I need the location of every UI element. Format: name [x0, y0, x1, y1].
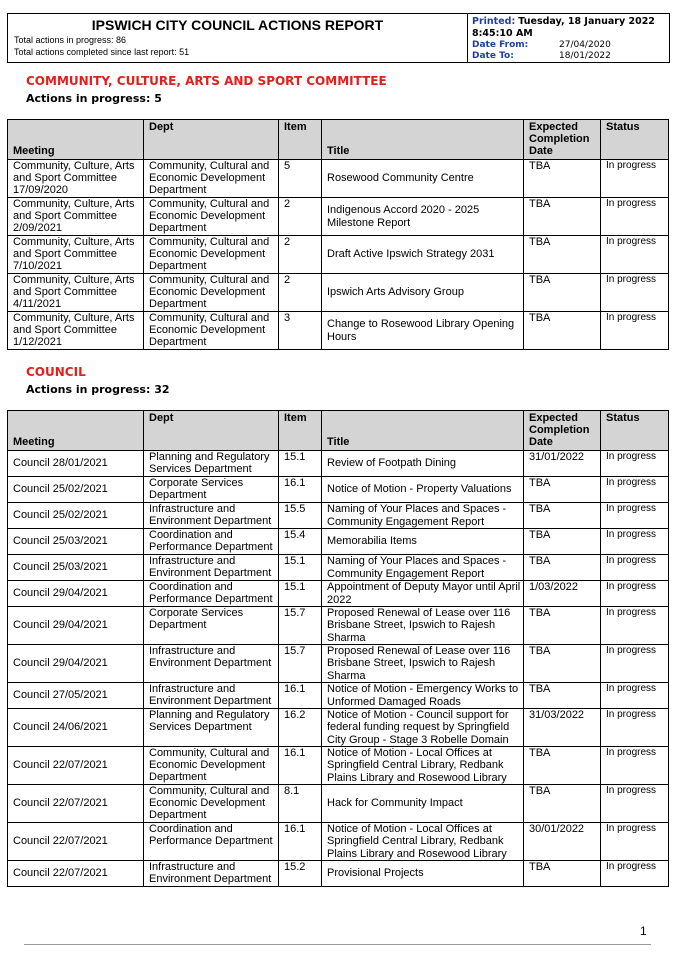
cell-meeting: Council 25/02/2021 — [8, 503, 144, 529]
cell-title: Appointment of Deputy Mayor until April 2022 — [322, 581, 524, 607]
cell-dept: Community, Cultural and Economic Development Department — [144, 198, 279, 236]
cell-item: 3 — [279, 312, 322, 350]
cell-status: In progress — [601, 477, 669, 503]
cell-item: 8.1 — [279, 785, 322, 823]
cell-status: In progress — [601, 198, 669, 236]
printed-time: 8:45:10 AM — [472, 28, 533, 39]
cell-expected-date: TBA — [524, 503, 601, 529]
cell-title: Indigenous Accord 2020 - 2025 Milestone Report — [322, 198, 524, 236]
cell-expected-date: TBA — [524, 477, 601, 503]
cell-title: Naming of Your Places and Spaces - Community Engagement Report — [322, 555, 524, 581]
cell-meeting: Council 28/01/2021 — [8, 451, 144, 477]
cell-dept: Infrastructure and Environment Department — [144, 555, 279, 581]
cell-status: In progress — [601, 683, 669, 709]
cell-dept: Planning and Regulatory Services Department — [144, 709, 279, 747]
cell-expected-date: TBA — [524, 198, 601, 236]
cell-item: 16.1 — [279, 823, 322, 861]
report-header-right — [467, 14, 670, 62]
date-to-value: 18/01/2022 — [559, 51, 611, 61]
table-row — [8, 451, 669, 477]
total-in-progress: Total actions in progress: 86 — [14, 35, 127, 45]
table-row — [8, 529, 669, 555]
table-row — [8, 709, 669, 747]
cell-status: In progress — [601, 503, 669, 529]
cell-meeting: Community, Culture, Arts and Sport Committee 2/09/2021 — [8, 198, 144, 236]
footer-divider — [24, 944, 651, 945]
cell-item: 15.7 — [279, 645, 322, 683]
table-row — [8, 198, 669, 236]
cell-dept: Community, Cultural and Economic Development Department — [144, 747, 279, 785]
table-row — [8, 477, 669, 503]
cell-item: 2 — [279, 274, 322, 312]
cell-meeting: Community, Culture, Arts and Sport Committee 7/10/2021 — [8, 236, 144, 274]
cell-status: In progress — [601, 785, 669, 823]
cell-title: Review of Footpath Dining — [322, 451, 524, 477]
table-row — [8, 312, 669, 350]
cell-dept: Infrastructure and Environment Department — [144, 503, 279, 529]
cell-dept: Corporate Services Department — [144, 607, 279, 645]
cell-meeting: Community, Culture, Arts and Sport Committee 4/11/2021 — [8, 274, 144, 312]
cell-title: Proposed Renewal of Lease over 116 Brisbane Street, Ipswich to Rajesh Sharma — [322, 645, 524, 683]
cell-dept: Corporate Services Department — [144, 477, 279, 503]
cell-dept: Community, Cultural and Economic Development Department — [144, 236, 279, 274]
cell-status: In progress — [601, 747, 669, 785]
cell-dept: Coordination and Performance Department — [144, 581, 279, 607]
cell-dept: Coordination and Performance Department — [144, 823, 279, 861]
cell-dept: Planning and Regulatory Services Department — [144, 451, 279, 477]
section-title: COUNCIL — [26, 365, 86, 379]
col-header-item: Item — [279, 411, 322, 451]
cell-status: In progress — [601, 236, 669, 274]
cell-meeting: Council 25/03/2021 — [8, 555, 144, 581]
col-header-meeting: Meeting — [8, 411, 144, 451]
cell-item: 16.1 — [279, 747, 322, 785]
cell-title: Change to Rosewood Library Opening Hours — [322, 312, 524, 350]
cell-meeting: Community, Culture, Arts and Sport Committee 1/12/2021 — [8, 312, 144, 350]
cell-expected-date: TBA — [524, 607, 601, 645]
cell-expected-date: 1/03/2022 — [524, 581, 601, 607]
cell-meeting: Council 29/04/2021 — [8, 581, 144, 607]
cell-expected-date: TBA — [524, 645, 601, 683]
cell-status: In progress — [601, 607, 669, 645]
cell-status: In progress — [601, 709, 669, 747]
cell-dept: Infrastructure and Environment Department — [144, 645, 279, 683]
cell-status: In progress — [601, 451, 669, 477]
col-header-meeting: Meeting — [8, 120, 144, 160]
cell-meeting: Community, Culture, Arts and Sport Committee 17/09/2020 — [8, 160, 144, 198]
cell-meeting: Council 25/02/2021 — [8, 477, 144, 503]
cell-title: Naming of Your Places and Spaces - Community Engagement Report — [322, 503, 524, 529]
table-row — [8, 645, 669, 683]
cell-dept: Community, Cultural and Economic Development Department — [144, 160, 279, 198]
table-row — [8, 581, 669, 607]
cell-status: In progress — [601, 861, 669, 887]
date-to-label: Date To: — [472, 51, 514, 61]
table-row — [8, 236, 669, 274]
cell-title: Notice of Motion - Council support for federal funding request by Springfield City Group - Stage 3 Robelle Domain — [322, 709, 524, 747]
cell-title: Notice of Motion - Local Offices at Springfield Central Library, Redbank Plains Library and Rosewood Library — [322, 823, 524, 861]
cell-expected-date: TBA — [524, 529, 601, 555]
cell-status: In progress — [601, 274, 669, 312]
date-from-line — [472, 40, 662, 50]
cell-title: Notice of Motion - Property Valuations — [322, 477, 524, 503]
cell-expected-date: TBA — [524, 683, 601, 709]
cell-title: Provisional Projects — [322, 861, 524, 887]
col-header-expected-date: Expected Completion Date — [524, 120, 601, 160]
cell-expected-date: TBA — [524, 861, 601, 887]
report-header — [7, 13, 670, 63]
cell-expected-date: TBA — [524, 785, 601, 823]
section-title: COMMUNITY, CULTURE, ARTS AND SPORT COMMITTEE — [26, 74, 387, 88]
cell-status: In progress — [601, 823, 669, 861]
cell-meeting: Council 22/07/2021 — [8, 785, 144, 823]
cell-title: Ipswich Arts Advisory Group — [322, 274, 524, 312]
table-row — [8, 503, 669, 529]
table-row — [8, 861, 669, 887]
col-header-status: Status — [601, 411, 669, 451]
cell-title: Proposed Renewal of Lease over 116 Brisbane Street, Ipswich to Rajesh Sharma — [322, 607, 524, 645]
actions-table — [7, 410, 669, 887]
cell-dept: Infrastructure and Environment Department — [144, 683, 279, 709]
cell-status: In progress — [601, 160, 669, 198]
cell-title: Draft Active Ipswich Strategy 2031 — [322, 236, 524, 274]
cell-dept: Community, Cultural and Economic Development Department — [144, 785, 279, 823]
cell-dept: Infrastructure and Environment Department — [144, 861, 279, 887]
cell-meeting: Council 22/07/2021 — [8, 747, 144, 785]
cell-dept: Community, Cultural and Economic Development Department — [144, 312, 279, 350]
col-header-dept: Dept — [144, 120, 279, 160]
section-subtitle: Actions in progress: 32 — [26, 383, 170, 396]
col-header-expected-date: Expected Completion Date — [524, 411, 601, 451]
cell-title: Rosewood Community Centre — [322, 160, 524, 198]
cell-item: 15.1 — [279, 451, 322, 477]
cell-title: Hack for Community Impact — [322, 785, 524, 823]
cell-expected-date: 30/01/2022 — [524, 823, 601, 861]
printed-label: Printed: — [472, 16, 516, 27]
cell-item: 2 — [279, 236, 322, 274]
cell-item: 16.1 — [279, 683, 322, 709]
section-subtitle: Actions in progress: 5 — [26, 92, 162, 105]
cell-title: Notice of Motion - Local Offices at Springfield Central Library, Redbank Plains Library and Rosewood Library — [322, 747, 524, 785]
cell-meeting: Council 27/05/2021 — [8, 683, 144, 709]
cell-status: In progress — [601, 645, 669, 683]
cell-expected-date: 31/03/2022 — [524, 709, 601, 747]
table-row — [8, 823, 669, 861]
table-row — [8, 747, 669, 785]
total-completed: Total actions completed since last report: 51 — [14, 47, 190, 57]
table-row — [8, 555, 669, 581]
page-number: 1 — [640, 924, 647, 938]
cell-meeting: Council 22/07/2021 — [8, 823, 144, 861]
table-header-row — [8, 411, 669, 451]
cell-item: 15.2 — [279, 861, 322, 887]
cell-meeting: Council 29/04/2021 — [8, 645, 144, 683]
cell-meeting: Council 22/07/2021 — [8, 861, 144, 887]
cell-item: 16.2 — [279, 709, 322, 747]
cell-status: In progress — [601, 581, 669, 607]
cell-expected-date: TBA — [524, 747, 601, 785]
table-row — [8, 160, 669, 198]
col-header-status: Status — [601, 120, 669, 160]
cell-status: In progress — [601, 312, 669, 350]
cell-item: 2 — [279, 198, 322, 236]
cell-status: In progress — [601, 529, 669, 555]
cell-item: 15.1 — [279, 555, 322, 581]
date-to-line — [472, 51, 662, 61]
cell-title: Notice of Motion - Emergency Works to Unformed Damaged Roads — [322, 683, 524, 709]
table-header-row — [8, 120, 669, 160]
cell-meeting: Council 25/03/2021 — [8, 529, 144, 555]
cell-expected-date: TBA — [524, 274, 601, 312]
cell-expected-date: 31/01/2022 — [524, 451, 601, 477]
cell-dept: Coordination and Performance Department — [144, 529, 279, 555]
col-header-item: Item — [279, 120, 322, 160]
col-header-title: Title — [322, 411, 524, 451]
table-row — [8, 274, 669, 312]
cell-expected-date: TBA — [524, 312, 601, 350]
table-row — [8, 683, 669, 709]
date-from-value: 27/04/2020 — [559, 40, 611, 50]
date-from-label: Date From: — [472, 40, 529, 50]
col-header-title: Title — [322, 120, 524, 160]
actions-table — [7, 119, 669, 350]
cell-meeting: Council 24/06/2021 — [8, 709, 144, 747]
cell-item: 16.1 — [279, 477, 322, 503]
cell-meeting: Council 29/04/2021 — [8, 607, 144, 645]
table-row — [8, 607, 669, 645]
report-title: IPSWICH CITY COUNCIL ACTIONS REPORT — [91, 17, 384, 33]
cell-item: 15.1 — [279, 581, 322, 607]
printed-date: Tuesday, 18 January 2022 — [518, 16, 655, 27]
cell-item: 5 — [279, 160, 322, 198]
cell-expected-date: TBA — [524, 555, 601, 581]
cell-item: 15.4 — [279, 529, 322, 555]
report-header-left — [8, 14, 467, 62]
cell-status: In progress — [601, 555, 669, 581]
cell-dept: Community, Cultural and Economic Development Department — [144, 274, 279, 312]
table-row — [8, 785, 669, 823]
cell-expected-date: TBA — [524, 236, 601, 274]
cell-item: 15.7 — [279, 607, 322, 645]
printed-line — [472, 16, 655, 27]
cell-item: 15.5 — [279, 503, 322, 529]
cell-expected-date: TBA — [524, 160, 601, 198]
col-header-dept: Dept — [144, 411, 279, 451]
cell-title: Memorabilia Items — [322, 529, 524, 555]
